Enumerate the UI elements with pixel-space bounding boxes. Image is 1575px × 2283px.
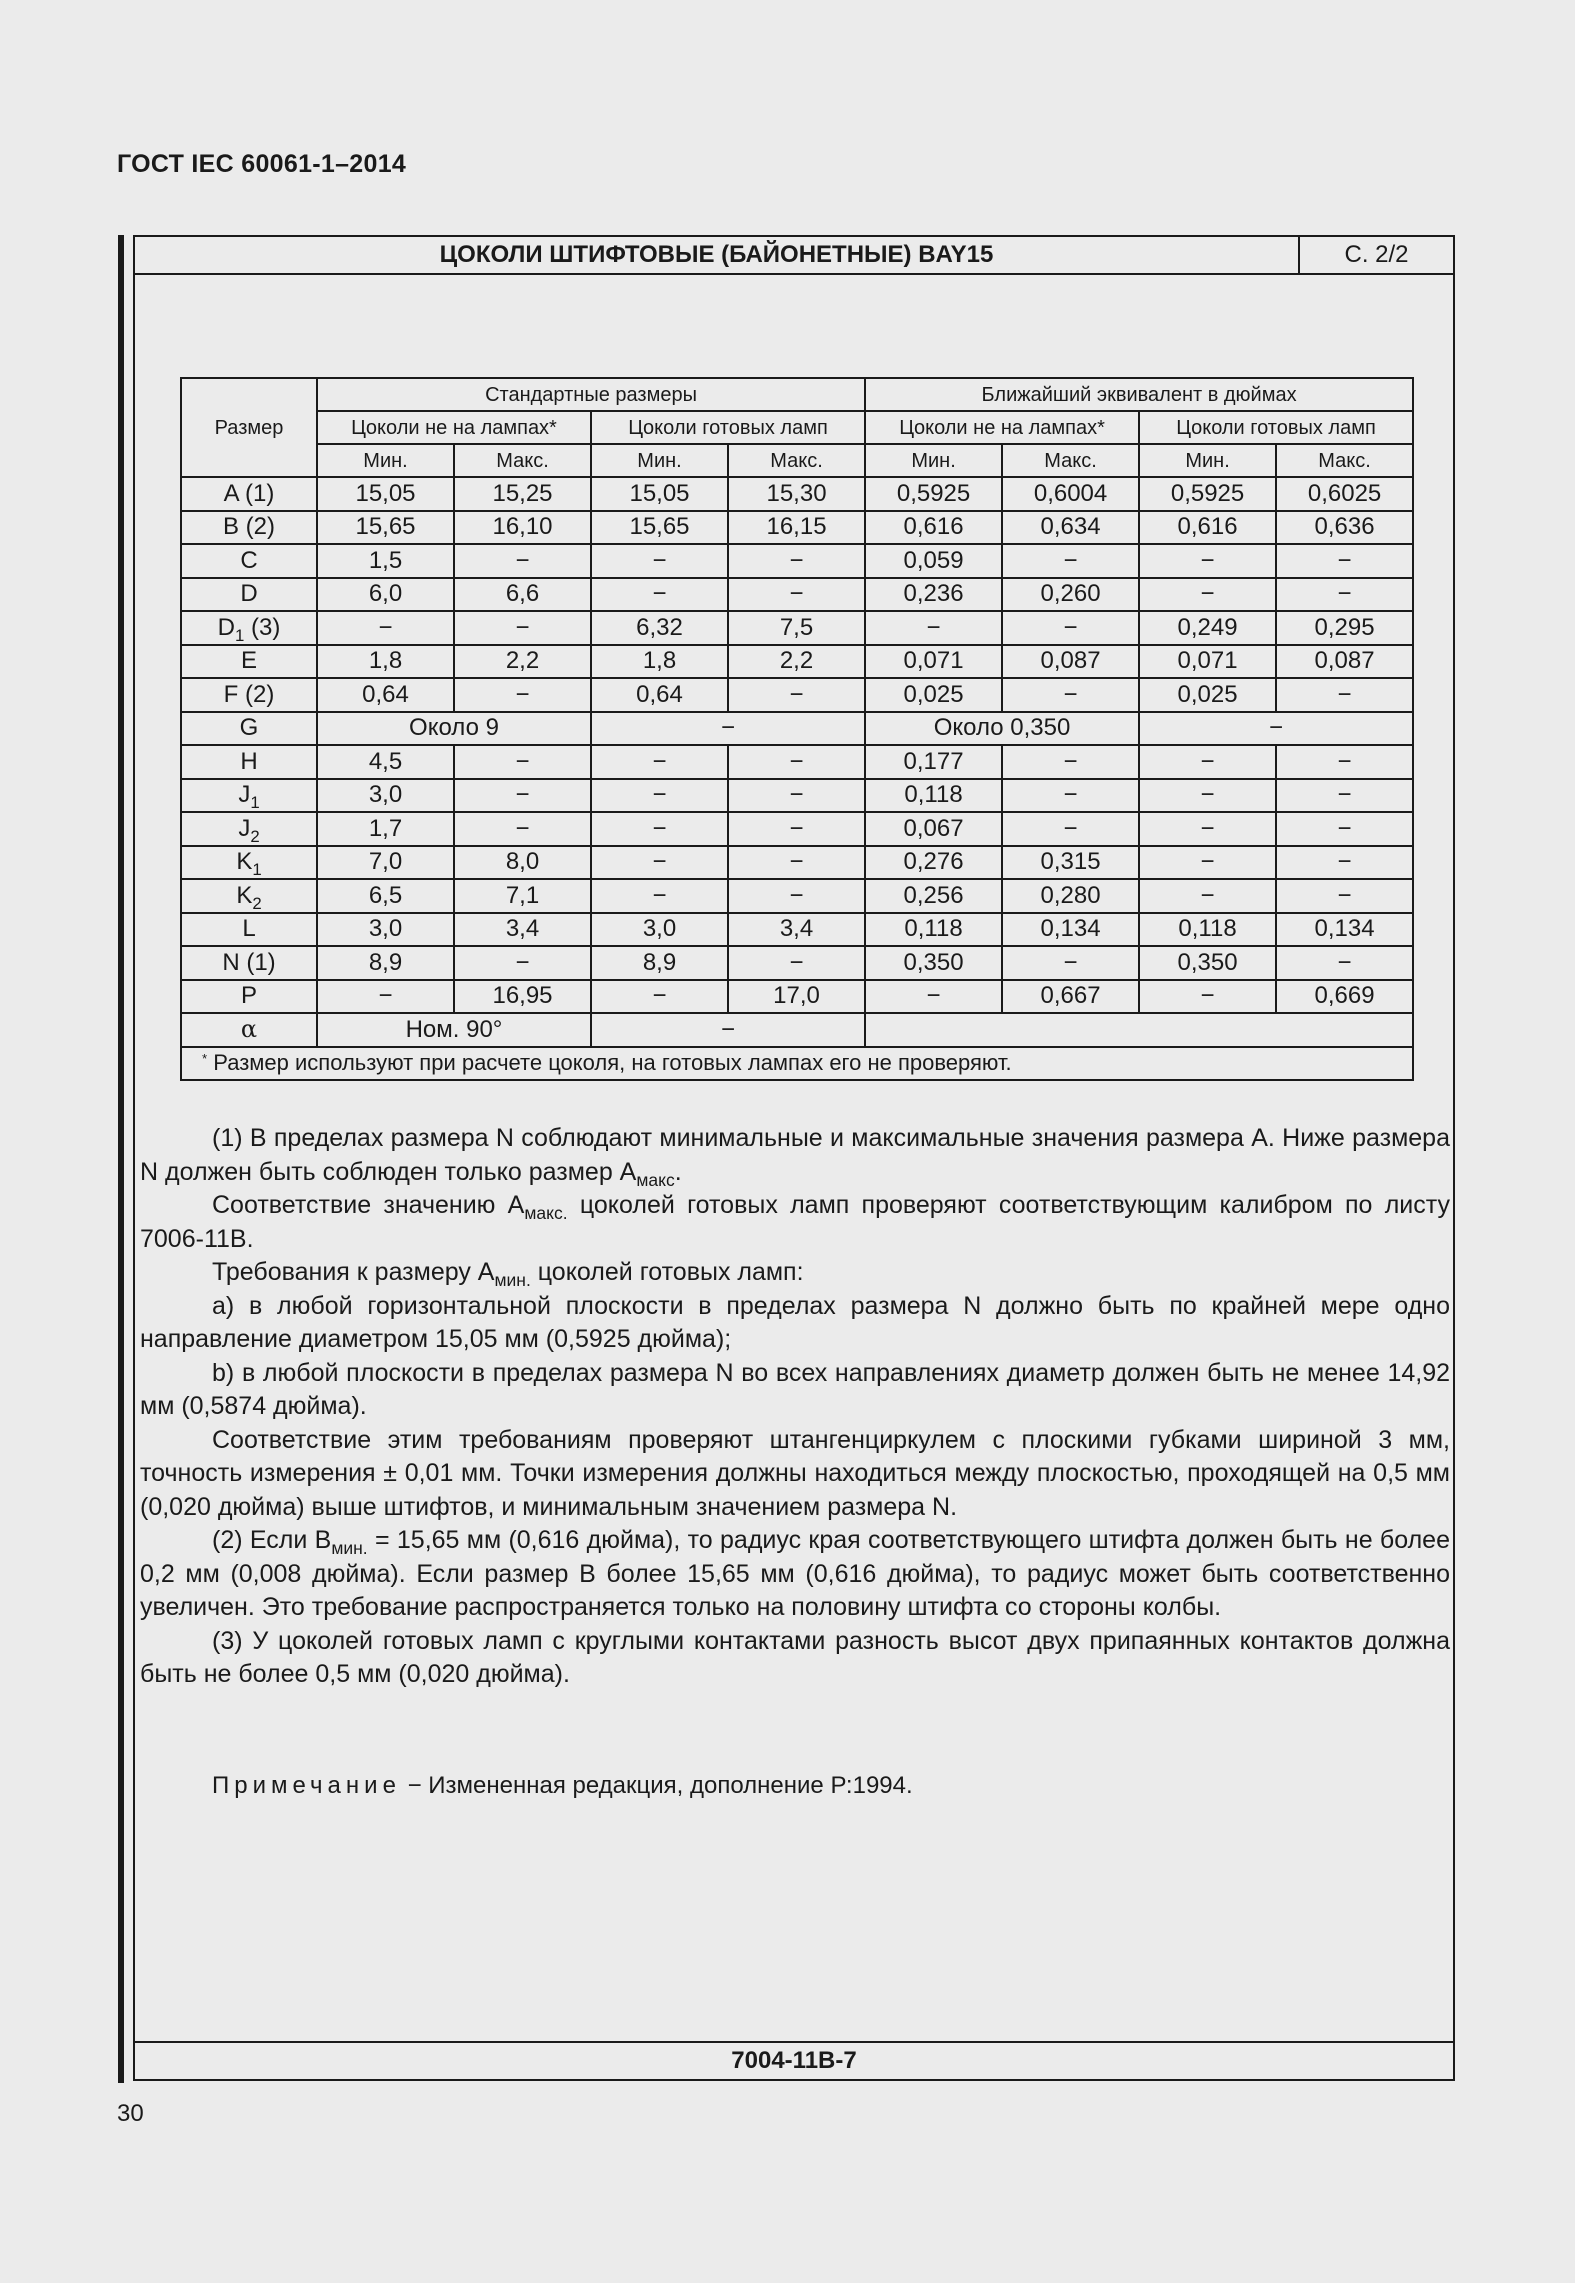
value-cell: − [1276,946,1413,980]
value-cell: − [1139,712,1413,746]
table-minmax-header [181,444,1413,477]
size-label: D [181,578,317,612]
value-cell: − [317,611,454,645]
value-cell: 8,9 [317,946,454,980]
value-cell: 6,32 [591,611,728,645]
value-cell: − [1002,812,1139,846]
max-header: Макс. [454,444,591,477]
value-cell: − [728,946,865,980]
group-inch: Ближайший эквивалент в дюймах [865,378,1413,411]
size-label: $K_1$ [181,846,317,880]
value-cell: 0,071 [865,645,1002,679]
sheet-header [135,237,1453,275]
value-cell [865,1013,1413,1047]
value-cell: 0,64 [317,678,454,712]
value-cell: 0,315 [1002,846,1139,880]
value-cell: − [1002,544,1139,578]
size-label: C [181,544,317,578]
table-row [181,779,1413,813]
value-cell: 0,634 [1002,511,1139,545]
value-cell: 4,5 [317,745,454,779]
value-cell: 0,64 [591,678,728,712]
value-cell: 0,669 [1276,980,1413,1014]
table-sub-header [181,411,1413,444]
table-row [181,645,1413,679]
value-cell: 7,0 [317,846,454,880]
value-cell: − [865,611,1002,645]
value-cell: − [1139,779,1276,813]
table-row [181,511,1413,545]
sheet-title: ЦОКОЛИ ШТИФТОВЫЕ (БАЙОНЕТНЫЕ) BAY15 [135,237,1300,273]
table-row [181,745,1413,779]
value-cell: 0,260 [1002,578,1139,612]
min-header: Мин. [1139,444,1276,477]
value-cell: 0,350 [1139,946,1276,980]
page-number: 30 [117,2100,144,2127]
value-cell: 0,087 [1002,645,1139,679]
value-cell: − [1139,578,1276,612]
value-cell: 1,7 [317,812,454,846]
value-cell: − [1139,544,1276,578]
value-cell: − [1276,544,1413,578]
size-label: $J_1$ [181,779,317,813]
value-cell: 16,15 [728,511,865,545]
value-cell: 15,65 [317,511,454,545]
value-cell: 0,616 [1139,511,1276,545]
value-cell: 6,6 [454,578,591,612]
value-cell: 0,087 [1276,645,1413,679]
value-cell: 0,118 [865,913,1002,947]
body-text [140,1122,1450,1692]
value-cell: − [728,678,865,712]
value-cell: 2,2 [454,645,591,679]
value-cell: − [1002,678,1139,712]
value-cell: 0,636 [1276,511,1413,545]
min-header: Мин. [865,444,1002,477]
value-cell: 0,134 [1002,913,1139,947]
paragraph: Соответствие этим требованиям проверяют штангенциркулем с плоскими губками шириной 3 мм, точность измерения ± 0,01 мм. Точки измерения должны находиться между плоскостью, проходящей на 0,5 мм (0,020 дюйма) выше штифтов, и минимальным значением размера N. [140,1425,1450,1521]
table-row [181,611,1413,645]
value-cell: 0,236 [865,578,1002,612]
value-cell: − [591,980,728,1014]
value-cell: − [728,745,865,779]
value-cell: − [454,678,591,712]
value-cell: − [591,544,728,578]
value-cell: − [1139,879,1276,913]
table-row [181,946,1413,980]
value-cell: − [728,578,865,612]
table-row [181,980,1413,1014]
table-row [181,913,1413,947]
value-cell: 3,4 [728,913,865,947]
value-cell: − [728,812,865,846]
value-cell: 0,067 [865,812,1002,846]
document-id: ГОСТ IEC 60061-1–2014 [117,150,407,178]
table-row [181,578,1413,612]
value-cell: 0,616 [865,511,1002,545]
value-cell: 0,5925 [865,477,1002,511]
paragraph: (2) Если $В_{мин.} = 15,65$ мм (0,616 дюйма), то радиус края соответствующего штифта должен быть не более 0,2 мм (0,008 дюйма). Если размер В более 15,65 мм (0,616 дюйма), то радиус может быть соответственно увеличен. Это требование распространяется только на половину штифта со стороны колбы. [140,1526,1450,1621]
value-cell: 15,05 [317,477,454,511]
sub-lamps-mm: Цоколи готовых ламп [591,411,865,444]
dimensions-table [180,377,1414,1081]
paragraph: Требования к размеру $А_{мин.}$ цоколей готовых ламп: [212,1258,804,1291]
table-row [181,712,1413,746]
value-cell: 3,0 [317,913,454,947]
value-cell: 16,95 [454,980,591,1014]
value-cell: 0,5925 [1139,477,1276,511]
table-row [181,1013,1413,1047]
value-cell: − [1139,812,1276,846]
min-header: Мин. [317,444,454,477]
value-cell: 16,10 [454,511,591,545]
note-text: − Измененная редакция, дополнение Р:1994. [400,1772,913,1799]
sub-caps-inch: Цоколи не на лампах* [865,411,1139,444]
min-header: Мин. [591,444,728,477]
sub-caps-mm: Цоколи не на лампах* [317,411,591,444]
value-cell: 0,249 [1139,611,1276,645]
sheet-footer: 7004-11В-7 [135,2041,1453,2079]
value-cell: − [1002,779,1139,813]
value-cell: − [728,879,865,913]
value-cell: 8,9 [591,946,728,980]
table-row [181,846,1413,880]
value-cell: − [317,980,454,1014]
group-standard: Стандартные размеры [317,378,865,411]
size-label: E [181,645,317,679]
value-cell: − [1276,846,1413,880]
value-cell: 0,118 [865,779,1002,813]
value-cell: 0,025 [1139,678,1276,712]
value-cell: 17,0 [728,980,865,1014]
value-cell: 3,0 [317,779,454,813]
value-cell: Около 9 [317,712,591,746]
value-cell: 0,025 [865,678,1002,712]
value-cell: 3,0 [591,913,728,947]
value-cell: 0,280 [1002,879,1139,913]
value-cell: − [591,745,728,779]
value-cell: 0,667 [1002,980,1139,1014]
margin-bar [118,235,124,2083]
max-header: Макс. [728,444,865,477]
table-row [181,544,1413,578]
note [212,1772,913,1800]
size-label: L [181,913,317,947]
value-cell: 0,059 [865,544,1002,578]
size-label: $D_1$ (3) [181,611,317,645]
size-label: B (2) [181,511,317,545]
size-label: A (1) [181,477,317,511]
value-cell: − [591,578,728,612]
size-label: $K_2$ [181,879,317,913]
value-cell: − [1139,846,1276,880]
size-label: H [181,745,317,779]
size-label: G [181,712,317,746]
size-label: F (2) [181,678,317,712]
sheet-number: С. 2/2 [1344,241,1409,268]
value-cell: 0,118 [1139,913,1276,947]
value-cell: − [454,745,591,779]
value-cell: 0,134 [1276,913,1413,947]
paragraph: b) в любой плоскости в пределах размера N во всех направлениях диаметр должен быть не менее 14,92 мм (0,5874 дюйма). [140,1358,1450,1420]
value-cell: Ном. 90° [317,1013,591,1047]
paragraph: а) в любой горизонтальной плоскости в пределах размера N должно быть по крайней мере одно направление диаметром 15,05 мм (0,5925 дюйма); [140,1291,1450,1353]
value-cell: 6,5 [317,879,454,913]
value-cell: − [1276,779,1413,813]
value-cell: 15,65 [591,511,728,545]
value-cell: 6,0 [317,578,454,612]
max-header: Макс. [1276,444,1413,477]
table-footnote-row [181,1047,1413,1081]
value-cell: Около 0,350 [865,712,1139,746]
value-cell: − [1002,745,1139,779]
paragraph: Соответствие значению $А_{макс.}$ цоколей готовых ламп проверяют соответствующим калибром по листу 7006-11В. [140,1191,1451,1253]
value-cell: 1,5 [317,544,454,578]
value-cell: 1,8 [317,645,454,679]
value-cell: − [1276,678,1413,712]
value-cell: − [1276,578,1413,612]
value-cell: − [1276,745,1413,779]
value-cell: − [454,611,591,645]
value-cell: 3,4 [454,913,591,947]
value-cell: − [1139,980,1276,1014]
value-cell: 15,30 [728,477,865,511]
paragraph: (3) У цоколей готовых ламп с круглыми контактами разность высот двух припаянных контактов должна быть не более 0,5 мм (0,020 дюйма). [140,1626,1450,1688]
value-cell: − [1276,812,1413,846]
empty-corner [181,378,317,411]
value-cell: − [454,946,591,980]
table-row [181,812,1413,846]
value-cell: − [454,779,591,813]
value-cell: 7,1 [454,879,591,913]
value-cell: 0,295 [1276,611,1413,645]
size-label: $J_2$ [181,812,317,846]
value-cell: 0,6025 [1276,477,1413,511]
value-cell: − [591,846,728,880]
size-header: Размер [181,411,317,444]
size-label: P [181,980,317,1014]
value-cell: 0,6004 [1002,477,1139,511]
table-row [181,477,1413,511]
sub-lamps-inch: Цоколи готовых ламп [1139,411,1413,444]
table-footnote: * Размер используют при расчете цоколя, на готовых лампах его не проверяют. [181,1047,1413,1081]
value-cell: − [591,1013,865,1047]
value-cell: 0,276 [865,846,1002,880]
value-cell: 1,8 [591,645,728,679]
value-cell: − [728,544,865,578]
table-row [181,879,1413,913]
value-cell: − [865,980,1002,1014]
value-cell: 8,0 [454,846,591,880]
size-label: α [181,1013,317,1047]
value-cell: − [454,812,591,846]
value-cell: − [728,779,865,813]
value-cell: − [1002,946,1139,980]
value-cell: 0,256 [865,879,1002,913]
value-cell: − [591,779,728,813]
value-cell: 0,177 [865,745,1002,779]
value-cell: 2,2 [728,645,865,679]
value-cell: − [591,879,728,913]
empty-size-cell [181,444,317,477]
table-row [181,678,1413,712]
value-cell: − [728,846,865,880]
value-cell: − [1276,879,1413,913]
value-cell: 15,25 [454,477,591,511]
value-cell: − [1139,745,1276,779]
value-cell: − [1002,611,1139,645]
paragraph: (1) В пределах размера N соблюдают минимальные и максимальные значения размера А. Ниже размера N должен быть соблюден только размер $А_{макс}$. [140,1124,1450,1190]
note-label: Примечание [212,1772,401,1799]
max-header: Макс. [1002,444,1139,477]
value-cell: − [591,712,865,746]
value-cell: − [591,812,728,846]
table-group-header [181,378,1413,411]
value-cell: − [454,544,591,578]
size-label: N (1) [181,946,317,980]
value-cell: 7,5 [728,611,865,645]
value-cell: 15,05 [591,477,728,511]
value-cell: 0,350 [865,946,1002,980]
value-cell: 0,071 [1139,645,1276,679]
